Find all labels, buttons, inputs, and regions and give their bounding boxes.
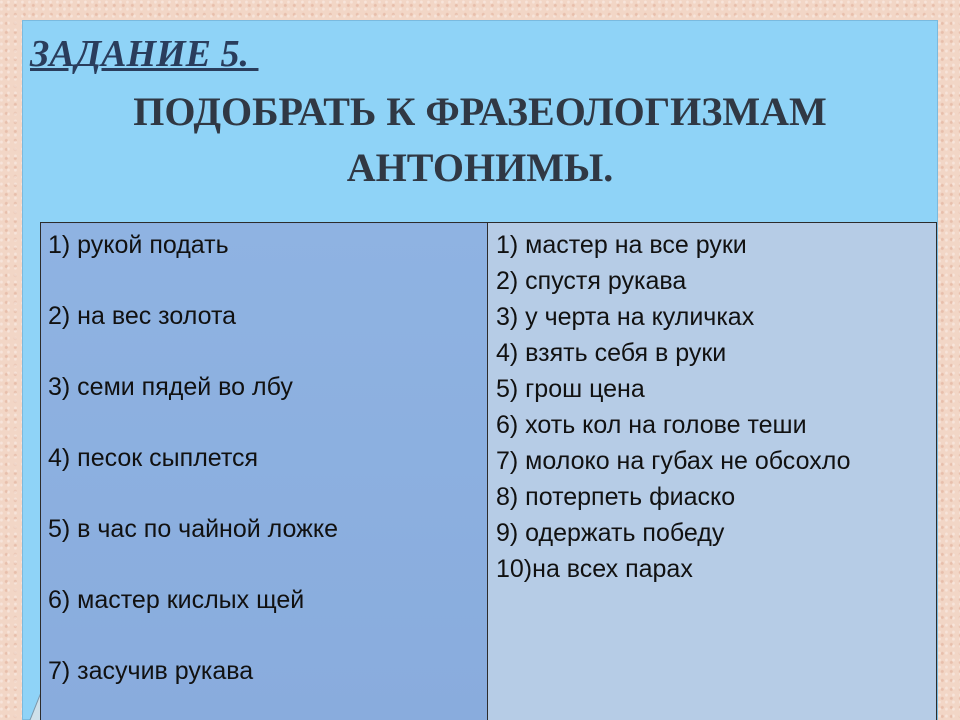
list-item: 4) взять себя в руки (496, 339, 727, 367)
list-item: 3) у черта на куличках (496, 303, 755, 331)
phraseologism-table (40, 222, 937, 720)
list-item: 2) на вес золота (48, 302, 237, 330)
list-item: 7) молоко на губах не обсохло (496, 447, 851, 475)
task-title-line-1: ПОДОБРАТЬ К ФРАЗЕОЛОГИЗМАМ (133, 89, 827, 134)
list-item: 7) засучив рукава (48, 657, 254, 685)
list-item: 10)на всех парах (496, 555, 693, 583)
table-row (41, 223, 937, 720)
right-antonyms-cell (488, 223, 937, 720)
task-label: ЗАДАНИЕ 5. (30, 33, 259, 75)
list-item: 1) мастер на все руки (496, 231, 747, 259)
left-phrases-cell (41, 223, 488, 720)
list-item: 5) в час по чайной ложке (48, 515, 339, 543)
list-item: 6) мастер кислых щей (48, 586, 305, 614)
task-title-line-2: АНТОНИМЫ. (346, 145, 614, 190)
left-phrases-list (41, 223, 487, 720)
list-item: 1) рукой подать (48, 231, 229, 259)
list-item: 4) песок сыплется (48, 444, 259, 472)
slide-content-area (22, 20, 938, 720)
list-item: 2) спустя рукава (496, 267, 687, 295)
list-item: 9) одержать победу (496, 519, 725, 547)
list-item: 3) семи пядей во лбу (48, 373, 293, 401)
task-title (22, 84, 938, 196)
list-item: 8) потерпеть фиаско (496, 483, 736, 511)
right-antonyms-list (488, 223, 936, 587)
list-item: 6) хоть кол на голове теши (496, 411, 807, 439)
list-item: 5) грош цена (496, 375, 645, 403)
